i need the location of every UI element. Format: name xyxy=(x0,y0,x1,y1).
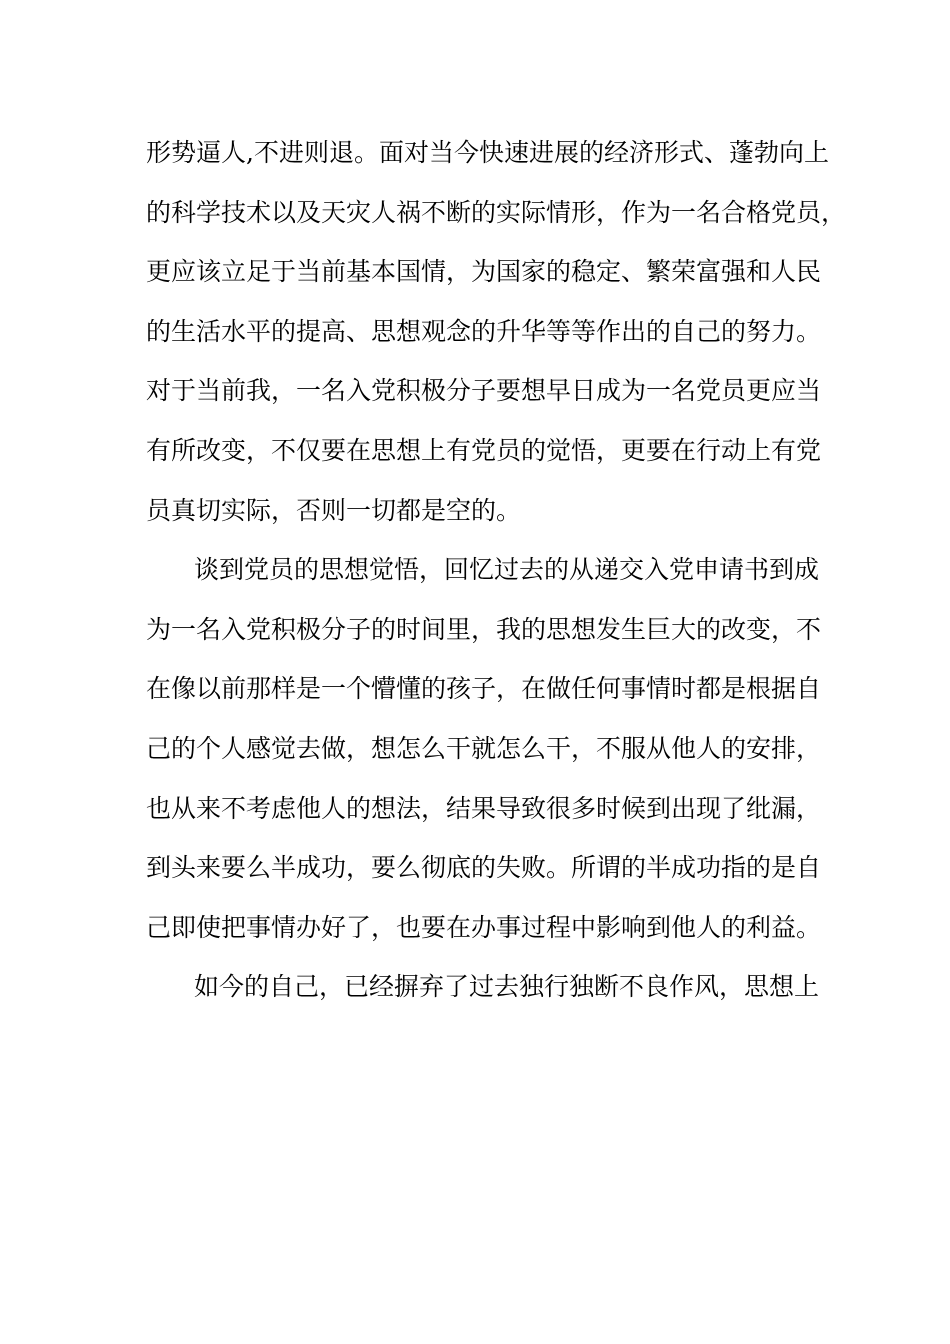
text-line: 更应该立足于当前基本国情，为国家的稳定、繁荣富强和人民 xyxy=(146,257,822,287)
text-line: 己的个人感觉去做，想怎么干就怎么干，不服从他人的安排， xyxy=(146,733,822,763)
text-line: 的生活水平的提高、思想观念的升华等等作出的自己的努力。 xyxy=(146,316,822,346)
text-line: 的科学技术以及天灾人祸不断的实际情形，作为一名合格党员， xyxy=(146,197,847,227)
text-line: 到头来要么半成功，要么彻底的失败。所谓的半成功指的是自 xyxy=(146,853,822,883)
text-line: 己即使把事情办好了，也要在办事过程中影响到他人的利益。 xyxy=(146,912,822,942)
text-line: 对于当前我，一名入党积极分子要想早日成为一名党员更应当 xyxy=(146,376,822,406)
document-body xyxy=(146,127,847,1021)
text-line: 在像以前那样是一个懵懂的孩子，在做任何事情时都是根据自 xyxy=(146,674,822,704)
text-line: 形势逼人,不进则退。面对当今快速进展的经济形式、蓬勃向上 xyxy=(146,138,829,167)
paragraph-start-line: 谈到党员的思想觉悟，回忆过去的从递交入党申请书到成 xyxy=(194,555,820,585)
text-line: 也从来不考虑他人的想法，结果导致很多时候到出现了纰漏， xyxy=(146,793,822,823)
paragraph-start-line: 如今的自己，已经摒弃了过去独行独断不良作风，思想上 xyxy=(194,972,820,1002)
text-line: 为一名入党积极分子的时间里，我的思想发生巨大的改变，不 xyxy=(146,614,822,644)
text-line: 有所改变，不仅要在思想上有党员的觉悟，更要在行动上有党 xyxy=(146,435,822,465)
text-line: 员真切实际，否则一切都是空的。 xyxy=(146,495,522,525)
